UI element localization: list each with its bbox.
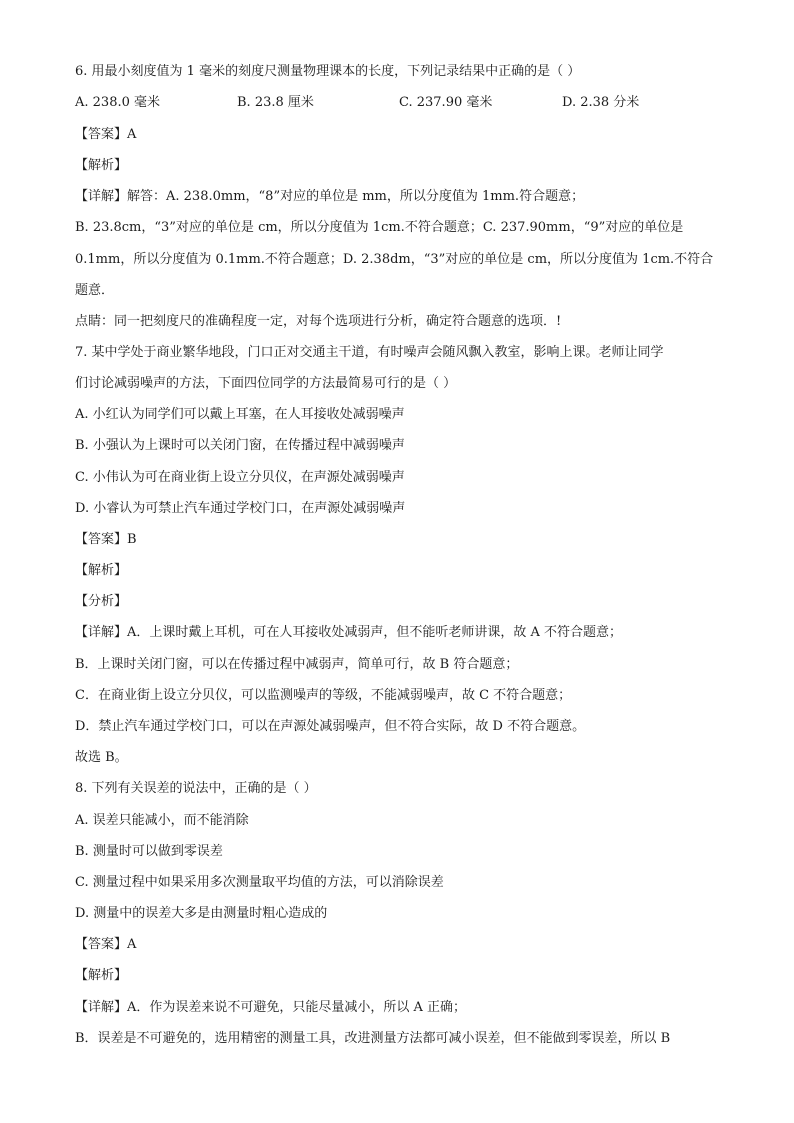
question-7-stem-line: 7. 某中学处于商业繁华地段，门口正对交通主干道，有时噪声会随风飘入教室，影响上课。老师让同学 [75,345,664,360]
question-6-analysis-label: 【解析】 [75,158,128,173]
question-6-comment: 点睛：同一把刻度尺的准确程度一定，对每个选项进行分析，确定符合题意的选项．! [75,314,562,329]
question-8-analysis-label: 【解析】 [75,968,128,983]
question-6-answer: 【答案】A [75,127,137,142]
question-7-option-d: D. 小睿认为可禁止汽车通过学校门口，在声源处减弱噪声 [75,501,406,516]
question-6-detail-line: B. 23.8cm，“3”对应的单位是 cm，所以分度值为 1cm.不符合题意；C. 237.90mm，“9”对应的单位是 [75,220,684,235]
question-8-answer: 【答案】A [75,937,137,952]
question-7-detail-line: C．在商业街上设立分贝仪，可以监测噪声的等级，不能减弱噪声，故 C 不符合题意； [75,688,572,703]
question-6-detail-line: 题意． [75,283,115,298]
question-7-analysis-label: 【解析】 [75,563,128,578]
question-8-option-d: D. 测量中的误差大多是由测量时粗心造成的 [75,906,328,921]
question-6-option-b: B. 23.8 厘米 [237,95,314,110]
question-7-conclusion: 故选 B。 [75,750,128,765]
question-6-stem: 6. 用最小刻度值为 1 毫米的刻度尺测量物理课本的长度，下列记录结果中正确的是（ ） [75,64,581,79]
question-6-option-c: C. 237.90 毫米 [399,95,493,110]
question-7-fenxi-label: 【分析】 [75,594,128,609]
question-8-stem: 8. 下列有关误差的说法中，正确的是（ ） [75,781,317,796]
question-8-option-a: A. 误差只能减小，而不能消除 [75,813,249,828]
question-7-detail-line: D．禁止汽车通过学校门口，可以在声源处减弱噪声，但不符合实际，故 D 不符合题意。 [75,719,586,734]
question-7-option-b: B. 小强认为上课时可以关闭门窗，在传播过程中减弱噪声 [75,438,405,453]
question-8-option-c: C. 测量过程中如果采用多次测量取平均值的方法，可以消除误差 [75,875,444,890]
question-6-option-a: A. 238.0 毫米 [75,95,161,110]
question-7-stem-line: 们讨论减弱噪声的方法，下面四位同学的方法最简易可行的是（ ） [75,376,457,391]
question-7-detail-line: 【详解】A．上课时戴上耳机，可在人耳接收处减弱声，但不能听老师讲课，故 A 不符合题意； [75,625,623,640]
question-6-detail-line: 【详解】解答：A. 238.0mm，“8”对应的单位是 mm，所以分度值为 1mm.符合题意； [75,189,585,204]
question-7-option-c: C. 小伟认为可在商业街上设立分贝仪，在声源处减弱噪声 [75,470,405,485]
question-8-detail-line: 【详解】A．作为误差来说不可避免，只能尽量减小，所以 A 正确； [75,1000,467,1015]
question-7-answer: 【答案】B [75,532,137,547]
question-6-detail-line: 0.1mm，所以分度值为 0.1mm.不符合题意；D. 2.38dm，“3”对应的单位是 cm，所以分度值为 1cm.不符合 [75,252,714,267]
question-8-detail-line: B．误差是不可避免的，选用精密的测量工具，改进测量方法都可减小误差，但不能做到零误差，所以 B [75,1031,671,1046]
question-7-option-a: A. 小红认为同学们可以戴上耳塞，在人耳接收处减弱噪声 [75,407,405,422]
question-6-option-d: D. 2.38 分米 [562,95,640,110]
question-8-option-b: B. 测量时可以做到零误差 [75,844,223,859]
question-7-detail-line: B．上课时关闭门窗，可以在传播过程中减弱声，简单可行，故 B 符合题意； [75,657,519,672]
